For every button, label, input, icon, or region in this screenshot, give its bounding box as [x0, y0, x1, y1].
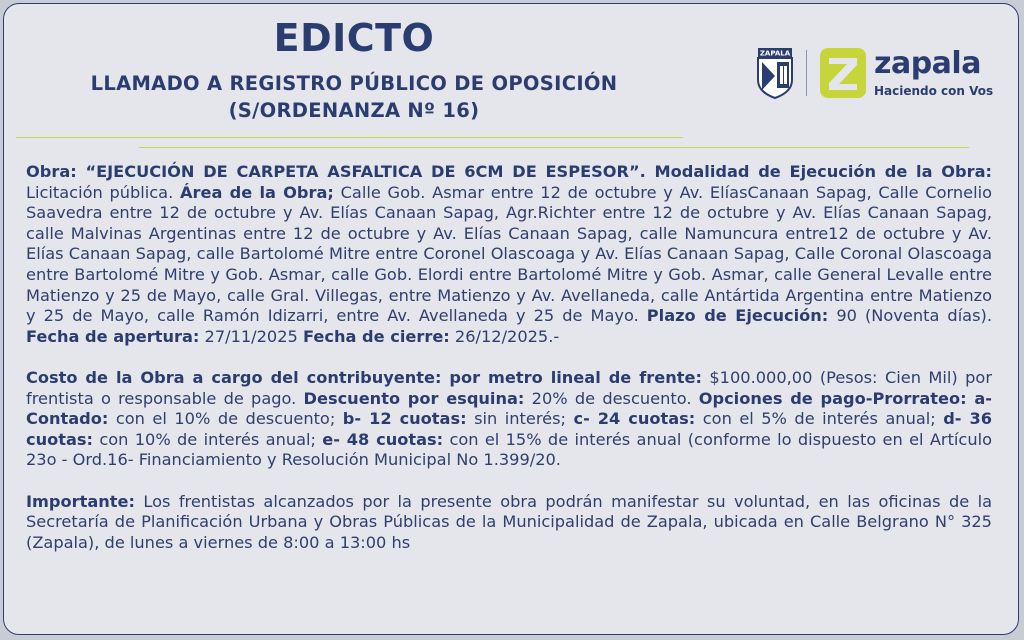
descuento-text: 20% de descuento.	[524, 388, 699, 408]
apertura-text: 27/11/2025	[199, 326, 303, 346]
cuotas-48-text: con el 15% de interés anual (conforme lo dispuesto en el Artículo 23o - Ord.16- Financiamiento y Resolución Municipal No 1.399/20.	[26, 429, 992, 470]
costo-text: $100.000,00 (Pesos: Cien Mil) por frentista o responsable de pago.	[26, 367, 992, 408]
cierre-text: 26/12/2025.-	[449, 326, 560, 346]
cuotas-36-text: con 10% de interés anual;	[93, 429, 323, 449]
paragraph-importante	[26, 492, 992, 554]
plazo-text: 90 (Noventa días).	[828, 306, 992, 326]
divider-line-bottom	[139, 147, 969, 148]
cuotas-36-label: d- 36 cuotas:	[26, 409, 993, 449]
paragraph-obra	[26, 162, 992, 347]
crest-text: ZAPALA	[759, 49, 791, 58]
descuento-label: Descuento por esquina:	[303, 388, 525, 408]
area-text: Calle Gob. Asmar entre 12 de octubre y Av. ElíasCanaan Sapag, Calle Cornelio Saavedra entre 12 de octubre y Av. Elías Canaan Sapag, Agr.Richter entre 12 de octubre y Av. Elías Canaan Sapag, calle Malvinas Argentinas entre 12 de octubre y Av. Elías Canaan Sapag, calle Namuncura entre12 de octubre y Av. Elías Canaan Sapag, calle Bartolomé Mitre entre Coronel Olascoaga y Av. Elías Canaan Sapag, Calle Coronal Olascoaga entre Bartolomé Mitre y Gob. Asmar, calle Gob. Elordi entre Bartolomé Mitre y Gob. Asmar, calle General Levalle entre Matienzo y 25 de Mayo, calle Gral. Villegas, entre Matienzo y Av. Avellaneda, calle Antártida Argentina entre Matienzo y 25 de Mayo, calle Ramón Idizarri, entre Av. Avellaneda y 25 de Mayo.	[26, 182, 992, 326]
plazo-label: Plazo de Ejecución:	[646, 306, 829, 326]
opciones-label: Opciones de pago-Prorrateo: a- Contado:	[26, 388, 992, 429]
importante-label: Importante:	[26, 491, 135, 511]
obra-label: Obra: “EJECUCIÓN DE CARPETA ASFALTICA DE 6CM DE ESPESOR”. Modalidad de Ejecución de la Obra:	[26, 162, 992, 181]
cuotas-12-text: sin interés;	[466, 409, 574, 429]
brand-name: zapala	[874, 46, 981, 81]
cierre-label: Fecha de cierre:	[302, 326, 450, 346]
divider-line-top	[16, 137, 683, 138]
zapala-logo-group	[756, 46, 996, 100]
cuotas-12-label: b- 12 cuotas:	[342, 409, 467, 429]
area-label: Área de la Obra;	[180, 182, 334, 202]
paragraph-costo	[26, 368, 992, 471]
brand-tagline: Haciendo con Vos	[874, 84, 994, 98]
modalidad-text: Licitación pública.	[26, 182, 180, 202]
z-brand-icon	[820, 48, 866, 98]
contado-text: con el 10% de descuento;	[108, 409, 343, 429]
page-title: EDICTO	[273, 16, 435, 60]
apertura-label: Fecha de apertura:	[26, 326, 200, 346]
costo-label: Costo de la Obra a cargo del contribuyente: por metro lineal de frente:	[26, 367, 702, 387]
zapala-crest-icon	[756, 46, 794, 100]
subtitle-line-1: LLAMADO A REGISTRO PÚBLICO DE OPOSICIÓN	[90, 72, 618, 95]
subtitle-line-2: (S/ORDENANZA Nº 16)	[228, 99, 480, 122]
edict-body	[26, 162, 992, 574]
cuotas-24-label: c- 24 cuotas:	[573, 409, 696, 429]
edict-card	[3, 3, 1019, 635]
importante-text: Los frentistas alcanzados por la presente obra podrán manifestar su voluntad, en las oficinas de la Secretaría de Planificación Urbana y Obras Públicas de la Municipalidad de Zapala, ubicada en Calle Belgrano N° 325 (Zapala), de lunes a viernes de 8:00 a 13:00 hs	[26, 491, 992, 552]
cuotas-24-text: con el 5% de interés anual;	[695, 409, 944, 429]
logo-separator	[806, 50, 807, 96]
cuotas-48-label: e- 48 cuotas:	[322, 429, 444, 449]
